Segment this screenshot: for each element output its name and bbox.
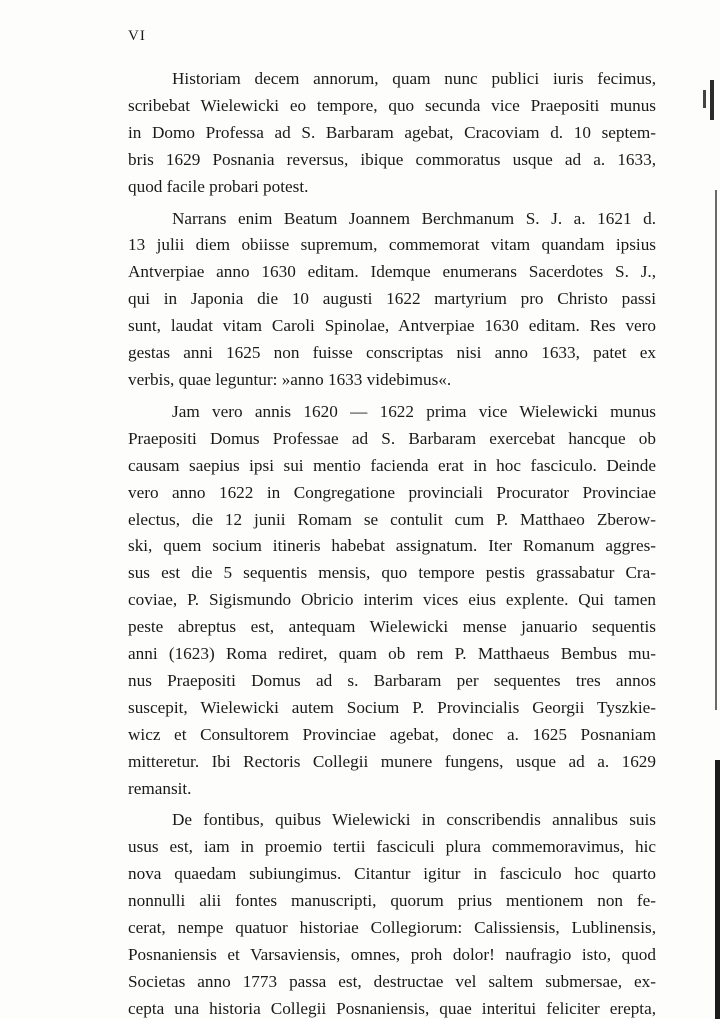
text-line: in Domo Professa ad S. Barbaram agebat, Cracoviam d. 10 septem- bbox=[128, 122, 656, 142]
body-text bbox=[128, 66, 656, 1023]
text-line: nova quaedam subiungimus. Citantur igitur in fasciculo hoc quarto bbox=[128, 864, 656, 884]
text-line: De fontibus, quibus Wielewicki in conscribendis annalibus suis bbox=[172, 810, 656, 830]
text-line: sunt, laudat vitam Caroli Spinolae, Antverpiae 1630 editam. Res vero bbox=[128, 316, 656, 336]
text-line: nus Praepositi Domus ad s. Barbaram per sequentes tres annos bbox=[128, 670, 656, 690]
text-line: Posnaniensis et Varsaviensis, omnes, proh dolor! naufragio isto, quod bbox=[128, 945, 656, 964]
text-line: mitteretur. Ibi Rectoris Collegii munere fungens, usque ad a. 1629 bbox=[128, 751, 656, 771]
text-line: ski, quem socium itineris habebat assignatum. Iter Romanum aggres- bbox=[128, 536, 656, 556]
text-line: Jam vero annis 1620 — 1622 prima vice Wielewicki munus bbox=[172, 401, 656, 421]
text-line: anni (1623) Roma rediret, quam ob rem P. Matthaeus Bembus mu- bbox=[128, 644, 656, 664]
paragraph-2 bbox=[128, 206, 656, 394]
text-line: quod facile probari potest. bbox=[128, 176, 309, 196]
text-line: Societas anno 1773 passa est, destructae vel saltem submersae, ex- bbox=[128, 971, 656, 991]
text-line: remansit. bbox=[128, 778, 192, 798]
scan-edge-mark bbox=[703, 90, 706, 108]
text-line: Historiam decem annorum, quam nunc publici iuris fecimus, bbox=[172, 69, 656, 88]
text-line: scribebat Wielewicki eo tempore, quo secunda vice Praepositi munus bbox=[128, 95, 656, 115]
text-line: gestas anni 1625 non fuisse conscriptas nisi anno 1633, patet ex bbox=[128, 343, 656, 363]
text-line: bris 1629 Posnania reversus, ibique commoratus usque ad a. 1633, bbox=[128, 149, 656, 169]
text-line: nonnulli alii fontes manuscripti, quorum prius mentionem non fe- bbox=[128, 891, 656, 911]
page-number: VI bbox=[128, 28, 146, 44]
text-line: cepta una historia Collegii Posnaniensis, quae interitui feliciter erepta, bbox=[128, 998, 656, 1018]
text-line: Narrans enim Beatum Joannem Berchmanum S. J. a. 1621 d. bbox=[172, 208, 656, 228]
text-line: sus est die 5 sequentis mensis, quo tempore pestis grassabatur Cra- bbox=[128, 563, 656, 583]
text-line: causam saepius ipsi sui mentio facienda erat in hoc fasciculo. Deinde bbox=[128, 455, 656, 475]
text-line: qui in Japonia die 10 augusti 1622 martyrium pro Christo passi bbox=[128, 289, 656, 309]
text-line: verbis, quae leguntur: »anno 1633 videbimus«. bbox=[128, 369, 452, 389]
text-line: Praepositi Domus Professae ad S. Barbaram exercebat hancque ob bbox=[128, 428, 656, 448]
scan-edge-mark bbox=[715, 190, 717, 710]
text-line: 13 julii diem obiisse supremum, commemorat vitam quandam ipsius bbox=[128, 235, 656, 255]
text-line: suscepit, Wielewicki autem Socium P. Provincialis Georgii Tyszkie- bbox=[128, 697, 656, 717]
text-line: Antverpiae anno 1630 editam. Idemque enumerans Sacerdotes S. J., bbox=[128, 262, 656, 282]
text-line: cerat, nempe quatuor historiae Collegiorum: Calissiensis, Lublinensis, bbox=[128, 918, 656, 938]
scan-edge-mark bbox=[710, 80, 714, 120]
paragraph-1 bbox=[128, 66, 656, 201]
text-line: usus est, iam in proemio tertii fasciculi plura commemoravimus, hic bbox=[128, 837, 656, 857]
text-line: electus, die 12 junii Romam se contulit cum P. Matthaeo Zberow- bbox=[128, 509, 656, 529]
text-line: coviae, P. Sigismundo Obricio interim vices eius explente. Qui tamen bbox=[128, 590, 656, 610]
text-line: vero anno 1622 in Congregatione provinciali Procurator Provinciae bbox=[128, 482, 656, 502]
scan-edge-mark bbox=[715, 760, 720, 1019]
text-line: peste abreptus est, antequam Wielewicki mense januario sequentis bbox=[128, 617, 656, 637]
paragraph-4 bbox=[128, 807, 656, 1022]
text-line: wicz et Consultorem Provinciae agebat, donec a. 1625 Posnaniam bbox=[128, 724, 656, 744]
paragraph-3 bbox=[128, 399, 656, 803]
